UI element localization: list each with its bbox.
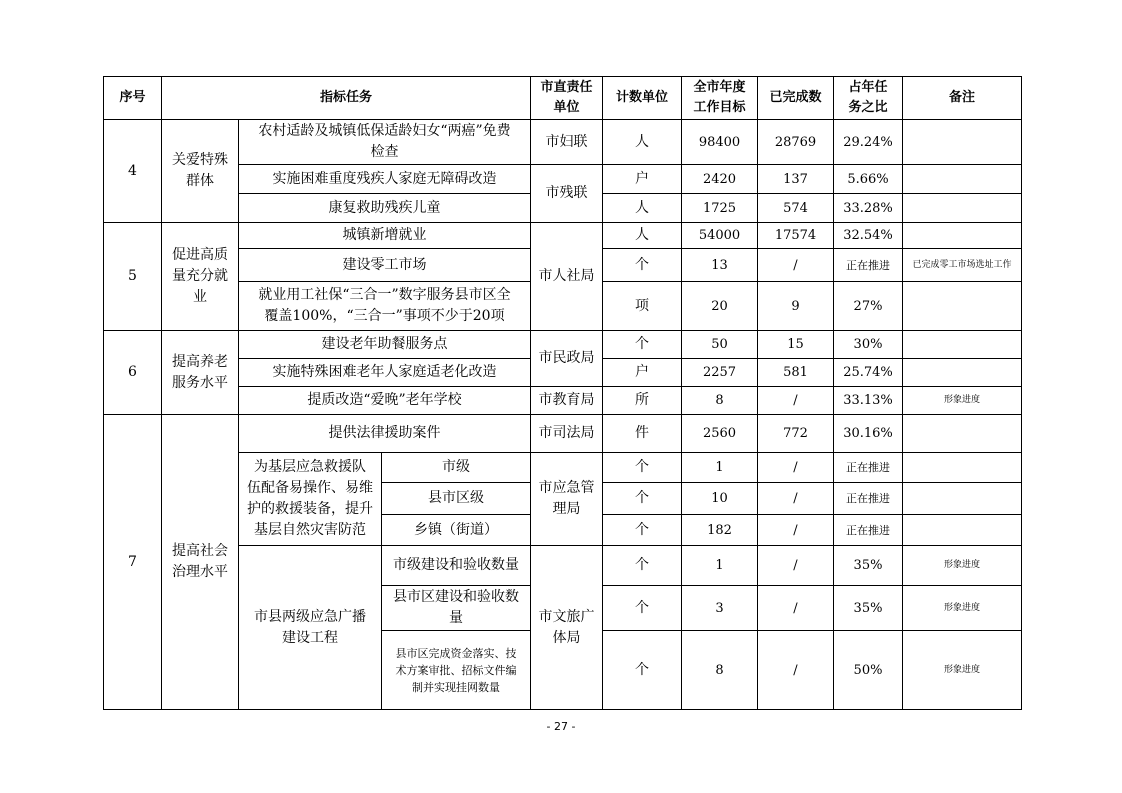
table-row xyxy=(104,387,1022,415)
ratio-cell: 33.28% xyxy=(834,194,903,223)
remark-cell xyxy=(903,282,1022,331)
task-cell: 市级建设和验收数量 xyxy=(382,546,531,586)
remark-cell xyxy=(903,120,1022,165)
group-seq: 4 xyxy=(104,120,162,223)
group-name: 关爱特殊 群体 xyxy=(162,120,239,223)
group-seq: 7 xyxy=(104,415,162,710)
table-row xyxy=(104,331,1022,359)
ratio-cell: 正在推进 xyxy=(834,249,903,282)
target-cell: 54000 xyxy=(682,223,758,249)
remark-cell: 形象进度 xyxy=(903,387,1022,415)
remark-cell xyxy=(903,165,1022,194)
target-cell: 50 xyxy=(682,331,758,359)
measure-cell: 户 xyxy=(603,359,682,387)
measure-cell: 户 xyxy=(603,165,682,194)
remark-cell: 已完成零工市场选址工作 xyxy=(903,249,1022,282)
remark-cell: 形象进度 xyxy=(903,546,1022,586)
ratio-cell: 30.16% xyxy=(834,415,903,453)
target-cell: 1725 xyxy=(682,194,758,223)
ratio-cell: 27% xyxy=(834,282,903,331)
measure-cell: 个 xyxy=(603,453,682,483)
header-unit: 市直责任 单位 xyxy=(531,77,603,120)
task-cell: 提质改造“爱晚”老年学校 xyxy=(239,387,531,415)
group-name: 促进高质 量充分就 业 xyxy=(162,223,239,331)
unit-cell: 市妇联 xyxy=(531,120,603,165)
measure-cell: 项 xyxy=(603,282,682,331)
remark-cell xyxy=(903,194,1022,223)
done-cell: 772 xyxy=(758,415,834,453)
task-cell: 建设老年助餐服务点 xyxy=(239,331,531,359)
target-cell: 1 xyxy=(682,546,758,586)
done-cell: / xyxy=(758,631,834,710)
measure-cell: 件 xyxy=(603,415,682,453)
table-row xyxy=(104,546,1022,586)
remark-cell xyxy=(903,359,1022,387)
target-cell: 8 xyxy=(682,631,758,710)
ratio-cell: 32.54% xyxy=(834,223,903,249)
table-row xyxy=(104,415,1022,453)
target-cell: 1 xyxy=(682,453,758,483)
task-cell: 县市区建设和验收数 量 xyxy=(382,586,531,631)
done-cell: 581 xyxy=(758,359,834,387)
subtask-cell: 市县两级应急广播 建设工程 xyxy=(239,546,382,710)
measure-cell: 个 xyxy=(603,331,682,359)
ratio-cell: 正在推进 xyxy=(834,483,903,515)
ratio-cell: 33.13% xyxy=(834,387,903,415)
group-seq: 6 xyxy=(104,331,162,415)
group-name: 提高养老 服务水平 xyxy=(162,331,239,415)
table-row xyxy=(104,223,1022,249)
measure-cell: 个 xyxy=(603,586,682,631)
table-row xyxy=(104,120,1022,165)
task-cell: 就业用工社保“三合一”数字服务县市区全 覆盖100%，“三合一”事项不少于20项 xyxy=(239,282,531,331)
done-cell: 17574 xyxy=(758,223,834,249)
measure-cell: 个 xyxy=(603,249,682,282)
target-cell: 8 xyxy=(682,387,758,415)
target-cell: 10 xyxy=(682,483,758,515)
remark-cell xyxy=(903,415,1022,453)
remark-cell: 形象进度 xyxy=(903,586,1022,631)
task-cell: 市级 xyxy=(382,453,531,483)
ratio-cell: 正在推进 xyxy=(834,515,903,546)
done-cell: / xyxy=(758,453,834,483)
task-cell: 农村适龄及城镇低保适龄妇女“两癌”免费 检查 xyxy=(239,120,531,165)
done-cell: / xyxy=(758,515,834,546)
target-cell: 13 xyxy=(682,249,758,282)
task-cell: 康复救助残疾儿童 xyxy=(239,194,531,223)
remark-cell xyxy=(903,331,1022,359)
task-cell: 城镇新增就业 xyxy=(239,223,531,249)
unit-cell: 市司法局 xyxy=(531,415,603,453)
header-seq: 序号 xyxy=(104,77,162,120)
unit-cell: 市民政局 xyxy=(531,331,603,387)
done-cell: 28769 xyxy=(758,120,834,165)
indicator-task-table xyxy=(103,76,1022,710)
page-number: - 27 - xyxy=(546,720,576,733)
remark-cell xyxy=(903,223,1022,249)
measure-cell: 个 xyxy=(603,631,682,710)
done-cell: / xyxy=(758,546,834,586)
table-row xyxy=(104,165,1022,194)
subtask-cell: 为基层应急救援队 伍配备易操作、易维 护的救援装备，提升 基层自然灾害防范 xyxy=(239,453,382,546)
done-cell: / xyxy=(758,586,834,631)
target-cell: 2420 xyxy=(682,165,758,194)
header-done: 已完成数 xyxy=(758,77,834,120)
ratio-cell: 35% xyxy=(834,586,903,631)
ratio-cell: 5.66% xyxy=(834,165,903,194)
unit-cell: 市应急管 理局 xyxy=(531,453,603,546)
done-cell: 9 xyxy=(758,282,834,331)
target-cell: 98400 xyxy=(682,120,758,165)
ratio-cell: 25.74% xyxy=(834,359,903,387)
done-cell: / xyxy=(758,387,834,415)
table-row xyxy=(104,453,1022,483)
header-ratio: 占年任 务之比 xyxy=(834,77,903,120)
header-remark: 备注 xyxy=(903,77,1022,120)
unit-cell: 市人社局 xyxy=(531,223,603,331)
task-cell: 实施特殊困难老年人家庭适老化改造 xyxy=(239,359,531,387)
done-cell: / xyxy=(758,483,834,515)
measure-cell: 个 xyxy=(603,515,682,546)
target-cell: 3 xyxy=(682,586,758,631)
header-task: 指标任务 xyxy=(162,77,531,120)
done-cell: 137 xyxy=(758,165,834,194)
target-cell: 2257 xyxy=(682,359,758,387)
unit-cell: 市教育局 xyxy=(531,387,603,415)
group-name: 提高社会 治理水平 xyxy=(162,415,239,710)
measure-cell: 所 xyxy=(603,387,682,415)
task-cell: 乡镇（街道） xyxy=(382,515,531,546)
measure-cell: 人 xyxy=(603,223,682,249)
measure-cell: 人 xyxy=(603,194,682,223)
done-cell: / xyxy=(758,249,834,282)
remark-cell xyxy=(903,453,1022,483)
task-cell: 实施困难重度残疾人家庭无障碍改造 xyxy=(239,165,531,194)
task-cell: 县市区完成资金落实、技 术方案审批、招标文件编 制并实现挂网数量 xyxy=(382,631,531,710)
remark-cell xyxy=(903,483,1022,515)
done-cell: 574 xyxy=(758,194,834,223)
measure-cell: 人 xyxy=(603,120,682,165)
done-cell: 15 xyxy=(758,331,834,359)
task-cell: 提供法律援助案件 xyxy=(239,415,531,453)
target-cell: 20 xyxy=(682,282,758,331)
ratio-cell: 35% xyxy=(834,546,903,586)
header-target: 全市年度 工作目标 xyxy=(682,77,758,120)
header-measure: 计数单位 xyxy=(603,77,682,120)
unit-cell: 市残联 xyxy=(531,165,603,223)
remark-cell xyxy=(903,515,1022,546)
ratio-cell: 50% xyxy=(834,631,903,710)
measure-cell: 个 xyxy=(603,483,682,515)
ratio-cell: 30% xyxy=(834,331,903,359)
measure-cell: 个 xyxy=(603,546,682,586)
task-cell: 建设零工市场 xyxy=(239,249,531,282)
remark-cell: 形象进度 xyxy=(903,631,1022,710)
target-cell: 182 xyxy=(682,515,758,546)
header-row xyxy=(104,77,1022,120)
task-cell: 县市区级 xyxy=(382,483,531,515)
ratio-cell: 29.24% xyxy=(834,120,903,165)
target-cell: 2560 xyxy=(682,415,758,453)
group-seq: 5 xyxy=(104,223,162,331)
ratio-cell: 正在推进 xyxy=(834,453,903,483)
unit-cell: 市文旅广 体局 xyxy=(531,546,603,710)
